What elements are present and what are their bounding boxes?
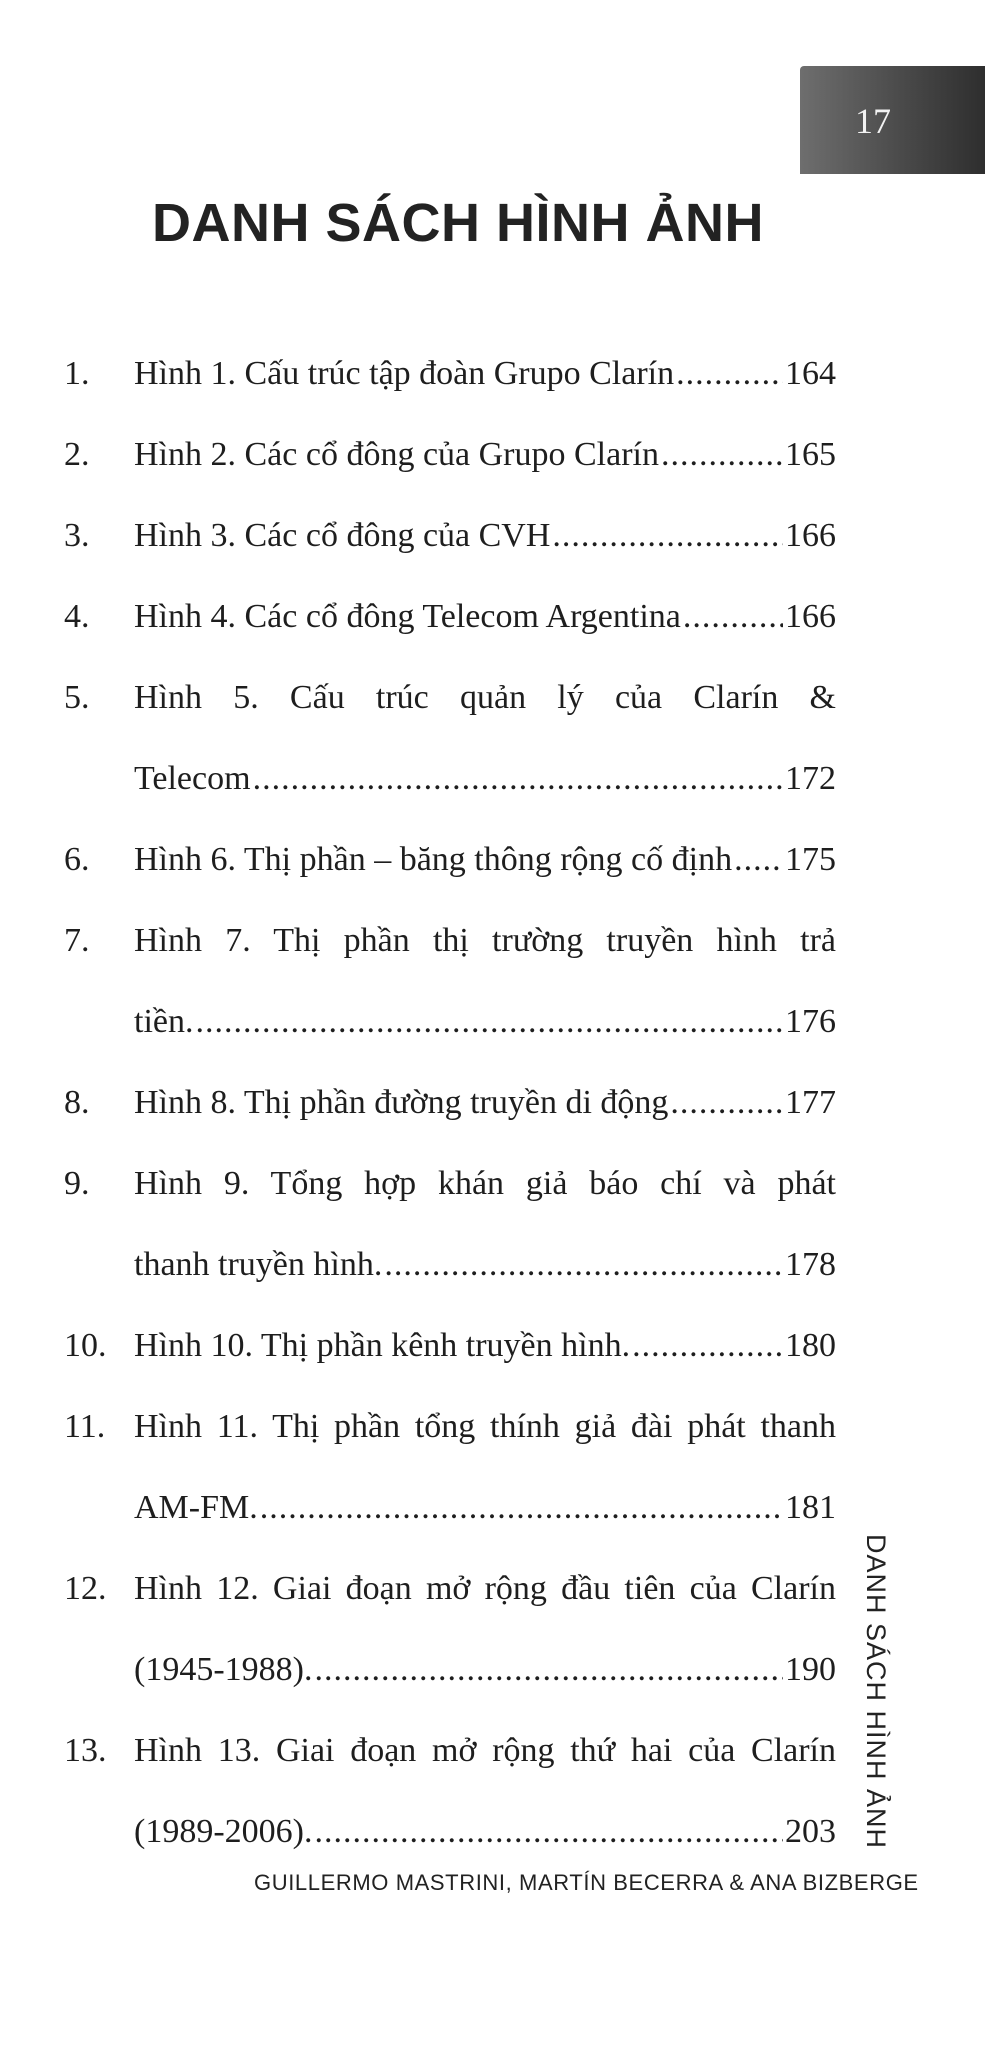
list-item-entry: [134, 1629, 836, 1710]
list-item-page: 178: [785, 1246, 836, 1283]
list-item-page: 181: [785, 1489, 836, 1526]
list-item-page: 180: [785, 1327, 836, 1364]
list-item-number: 12.: [64, 1570, 107, 1607]
list-item-number: 7.: [64, 922, 90, 959]
list-item-title: thanh truyền hình.: [134, 1246, 383, 1283]
list-item-continuation: [0, 981, 985, 1062]
list-item: [0, 576, 985, 657]
list-item-entry: [134, 576, 836, 657]
list-item: [0, 333, 985, 414]
list-item-continuation: [0, 1224, 985, 1305]
list-item-continuation: [0, 1629, 985, 1710]
list-item-title: Hình 1. Cấu trúc tập đoàn Grupo Clarín: [134, 355, 675, 392]
list-item-number: 10.: [64, 1327, 107, 1364]
dot-leader: [253, 738, 783, 819]
list-item-entry: [134, 1305, 836, 1386]
list-item: [0, 1548, 985, 1629]
list-item: [0, 1143, 985, 1224]
page-title: DANH SÁCH HÌNH ẢNH: [152, 193, 764, 253]
dot-leader: [384, 1224, 783, 1305]
list-item-continuation: [0, 738, 985, 819]
list-item-page: 172: [785, 760, 836, 797]
dot-leader: [670, 1062, 783, 1143]
list-item-page: 175: [785, 841, 836, 878]
list-item-entry: [134, 819, 836, 900]
list-item-entry: [134, 981, 836, 1062]
list-item-entry: [134, 1224, 836, 1305]
list-item-page: 203: [785, 1813, 836, 1850]
list-item-title: AM-FM.: [134, 1489, 258, 1526]
list-item-title: tiền.: [134, 1003, 194, 1040]
list-item: [0, 414, 985, 495]
list-item-title: Hình 13. Giai đoạn mở rộng thứ hai của Clarín: [134, 1732, 836, 1769]
list-item-number: 11.: [64, 1408, 106, 1445]
list-item: [0, 1305, 985, 1386]
list-item-entry: [134, 738, 836, 819]
list-item-title: (1989-2006).: [134, 1813, 313, 1850]
list-item: [0, 1710, 985, 1791]
list-item: [0, 819, 985, 900]
list-item-number: 6.: [64, 841, 90, 878]
list-item: [0, 1062, 985, 1143]
dot-leader: [661, 414, 783, 495]
list-item-continuation: [0, 1791, 985, 1872]
dot-leader: [314, 1629, 783, 1710]
list-item-page: 176: [785, 1003, 836, 1040]
list-item-entry: [134, 414, 836, 495]
list-item-number: 9.: [64, 1165, 90, 1202]
list-item-page: 190: [785, 1651, 836, 1688]
figure-list: [0, 333, 985, 1872]
list-item-continuation: [0, 1467, 985, 1548]
list-item-title: Hình 12. Giai đoạn mở rộng đầu tiên của Clarín: [134, 1570, 836, 1607]
page-number-tab: [800, 66, 985, 174]
list-item-title: Hình 2. Các cổ đông của Grupo Clarín: [134, 436, 659, 473]
list-item-entry: [134, 1467, 836, 1548]
dot-leader: [195, 981, 783, 1062]
side-section-label: DANH SÁCH HÌNH ẢNH: [861, 1534, 891, 1850]
dot-leader: [676, 333, 783, 414]
list-item-title: Hình 3. Các cổ đông của CVH: [134, 517, 551, 554]
list-item-title: Hình 6. Thị phần – băng thông rộng cố định: [134, 841, 733, 878]
page-number: 17: [855, 101, 891, 141]
list-item-title: Hình 9. Tổng hợp khán giả báo chí và phát: [134, 1165, 836, 1202]
list-item: [0, 1386, 985, 1467]
list-item-title: Hình 8. Thị phần đường truyền di động: [134, 1084, 669, 1121]
list-item-title: Hình 7. Thị phần thị trường truyền hình trả: [134, 922, 836, 959]
list-item-number: 13.: [64, 1732, 107, 1769]
dot-leader: [260, 1467, 783, 1548]
dot-leader: [683, 576, 783, 657]
list-item-page: 166: [785, 598, 836, 635]
list-item: [0, 900, 985, 981]
list-item-number: 3.: [64, 517, 90, 554]
list-item-number: 1.: [64, 355, 90, 392]
list-item-entry: [134, 1062, 836, 1143]
list-item-title: Telecom: [134, 760, 251, 797]
list-item-title: Hình 5. Cấu trúc quản lý của Clarín &: [134, 679, 836, 716]
list-item-number: 4.: [64, 598, 90, 635]
dot-leader: [552, 495, 783, 576]
list-item-page: 177: [785, 1084, 836, 1121]
dot-leader: [314, 1791, 783, 1872]
list-item-number: 5.: [64, 679, 90, 716]
footer-authors: GUILLERMO MASTRINI, MARTÍN BECERRA & ANA BIZBERGE: [254, 1870, 919, 1895]
list-item-entry: [134, 1791, 836, 1872]
list-item-page: 166: [785, 517, 836, 554]
dot-leader: [632, 1305, 783, 1386]
list-item-page: 165: [785, 436, 836, 473]
list-item-number: 2.: [64, 436, 90, 473]
list-item-title: Hình 11. Thị phần tổng thính giả đài phát thanh: [134, 1408, 836, 1445]
list-item: [0, 495, 985, 576]
list-item: [0, 657, 985, 738]
list-item-entry: [134, 495, 836, 576]
list-item-entry: [134, 333, 836, 414]
dot-leader: [734, 819, 783, 900]
list-item-title: Hình 10. Thị phần kênh truyền hình.: [134, 1327, 631, 1364]
list-item-page: 164: [785, 355, 836, 392]
list-item-title: Hình 4. Các cổ đông Telecom Argentina: [134, 598, 681, 635]
list-item-number: 8.: [64, 1084, 90, 1121]
list-item-title: (1945-1988).: [134, 1651, 313, 1688]
